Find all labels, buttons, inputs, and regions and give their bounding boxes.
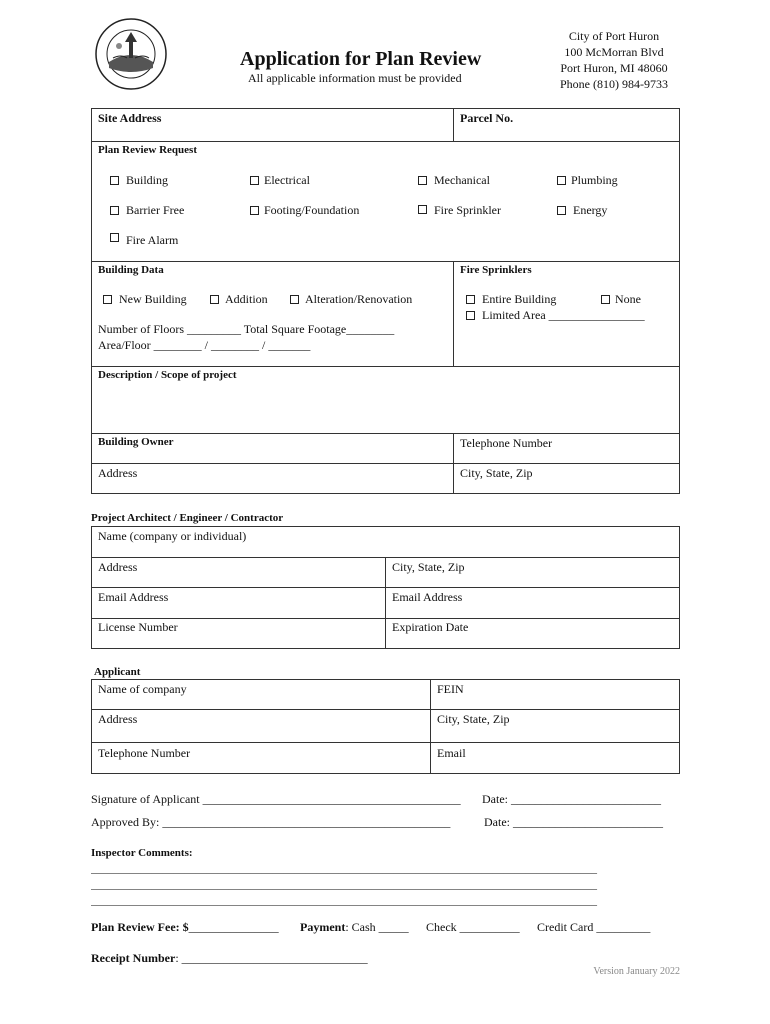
building-owner-label[interactable]: Building Owner bbox=[98, 436, 174, 448]
payment-check-field[interactable]: Check __________ bbox=[426, 920, 520, 934]
checkbox-fire-alarm[interactable] bbox=[110, 233, 119, 242]
page-title: Application for Plan Review bbox=[240, 48, 482, 70]
plan-review-fee-label: Plan Review Fee: $ bbox=[91, 920, 189, 934]
applicant-email-label[interactable]: Email bbox=[437, 746, 466, 760]
option-fire-alarm: Fire Alarm bbox=[126, 233, 179, 247]
receipt-number-blank[interactable]: : _______________________________ bbox=[175, 951, 368, 965]
option-alteration: Alteration/Renovation bbox=[305, 292, 413, 306]
inspector-comment-line[interactable]: ____________________________________________________________________________________________ bbox=[91, 895, 597, 907]
architect-expiration-label[interactable]: Expiration Date bbox=[392, 620, 469, 634]
checkbox-alteration[interactable] bbox=[290, 295, 299, 304]
payment-cash-field[interactable]: : Cash _____ bbox=[345, 920, 409, 934]
parcel-no-label[interactable]: Parcel No. bbox=[460, 111, 514, 125]
applicant-company-label[interactable]: Name of company bbox=[98, 682, 187, 696]
checkbox-barrier-free[interactable] bbox=[110, 206, 119, 215]
city-address-block bbox=[548, 28, 680, 92]
payment-row bbox=[300, 920, 409, 935]
option-addition: Addition bbox=[225, 292, 268, 306]
approved-by-field[interactable]: Approved By: ________________________________________________ bbox=[91, 815, 451, 829]
applicant-address-label[interactable]: Address bbox=[98, 712, 138, 726]
architect-license-label[interactable]: License Number bbox=[98, 620, 178, 634]
city-name: City of Port Huron bbox=[568, 29, 660, 43]
fire-sprinklers-heading: Fire Sprinklers bbox=[460, 264, 532, 276]
option-building: Building bbox=[126, 173, 169, 187]
receipt-row bbox=[91, 951, 368, 966]
city-state-zip: Port Huron, MI 48060 bbox=[560, 61, 668, 75]
applicant-fein-label[interactable]: FEIN bbox=[437, 682, 464, 696]
architect-city-state-zip-label[interactable]: City, State, Zip bbox=[392, 560, 465, 574]
checkbox-addition[interactable] bbox=[210, 295, 219, 304]
checkbox-entire-building[interactable] bbox=[466, 295, 475, 304]
inspector-comment-line[interactable]: ____________________________________________________________________________________________ bbox=[91, 863, 597, 875]
option-barrier-free: Barrier Free bbox=[126, 203, 185, 217]
owner-city-state-zip-label[interactable]: City, State, Zip bbox=[460, 466, 533, 480]
architect-email-right-label[interactable]: Email Address bbox=[392, 590, 463, 604]
payment-label: Payment bbox=[300, 920, 346, 934]
building-data-heading: Building Data bbox=[98, 264, 164, 276]
option-plumbing: Plumbing bbox=[571, 173, 618, 187]
approved-date-field[interactable]: Date: _________________________ bbox=[484, 815, 663, 829]
option-footing-foundation: Footing/Foundation bbox=[264, 203, 360, 217]
checkbox-building[interactable] bbox=[110, 176, 119, 185]
option-mechanical: Mechanical bbox=[434, 173, 490, 187]
checkbox-none[interactable] bbox=[601, 295, 610, 304]
inspector-comment-line[interactable]: ____________________________________________________________________________________________ bbox=[91, 879, 597, 891]
page-subtitle: All applicable information must be provided bbox=[248, 71, 462, 85]
site-address-label[interactable]: Site Address bbox=[98, 111, 162, 125]
architect-email-left-label[interactable]: Email Address bbox=[98, 590, 169, 604]
checkbox-electrical[interactable] bbox=[250, 176, 259, 185]
payment-credit-card-field[interactable]: Credit Card _________ bbox=[537, 920, 651, 934]
checkbox-energy[interactable] bbox=[557, 206, 566, 215]
architect-name-label[interactable]: Name (company or individual) bbox=[98, 529, 247, 543]
option-limited-area: Limited Area ________________ bbox=[482, 308, 645, 322]
option-new-building: New Building bbox=[119, 292, 187, 306]
applicant-telephone-label[interactable]: Telephone Number bbox=[98, 746, 191, 760]
owner-address-label[interactable]: Address bbox=[98, 466, 138, 480]
version-label: Version January 2022 bbox=[593, 966, 680, 977]
option-fire-sprinkler: Fire Sprinkler bbox=[434, 203, 501, 217]
plan-review-heading: Plan Review Request bbox=[98, 144, 197, 156]
checkbox-limited-area[interactable] bbox=[466, 311, 475, 320]
plan-review-fee-blank[interactable]: _______________ bbox=[188, 920, 279, 934]
checkbox-mechanical[interactable] bbox=[418, 176, 427, 185]
architect-heading: Project Architect / Engineer / Contractor bbox=[91, 512, 284, 524]
owner-telephone-label[interactable]: Telephone Number bbox=[460, 436, 553, 450]
signature-date-field[interactable]: Date: _________________________ bbox=[482, 792, 661, 806]
option-electrical: Electrical bbox=[264, 173, 310, 187]
option-none: None bbox=[615, 292, 641, 306]
applicant-city-state-zip-label[interactable]: City, State, Zip bbox=[437, 712, 510, 726]
option-entire-building: Entire Building bbox=[482, 292, 557, 306]
checkbox-new-building[interactable] bbox=[103, 295, 112, 304]
description-heading[interactable]: Description / Scope of project bbox=[98, 369, 237, 381]
area-floor-line[interactable]: Area/Floor ________ / ________ / _______ bbox=[98, 338, 311, 352]
fee-row bbox=[91, 920, 279, 935]
city-phone: Phone (810) 984-9733 bbox=[560, 77, 668, 91]
applicant-heading: Applicant bbox=[94, 666, 141, 678]
signature-applicant-field[interactable]: Signature of Applicant ___________________________________________ bbox=[91, 792, 461, 806]
floors-line[interactable]: Number of Floors _________ Total Square Footage________ bbox=[98, 322, 395, 336]
city-seal-logo bbox=[95, 18, 167, 90]
checkbox-fire-sprinkler[interactable] bbox=[418, 205, 427, 214]
city-street: 100 McMorran Blvd bbox=[564, 45, 664, 59]
checkbox-plumbing[interactable] bbox=[557, 176, 566, 185]
checkbox-footing-foundation[interactable] bbox=[250, 206, 259, 215]
architect-address-label[interactable]: Address bbox=[98, 560, 138, 574]
receipt-number-label: Receipt Number bbox=[91, 951, 176, 965]
option-energy: Energy bbox=[573, 203, 608, 217]
inspector-comments-heading: Inspector Comments: bbox=[91, 847, 193, 859]
